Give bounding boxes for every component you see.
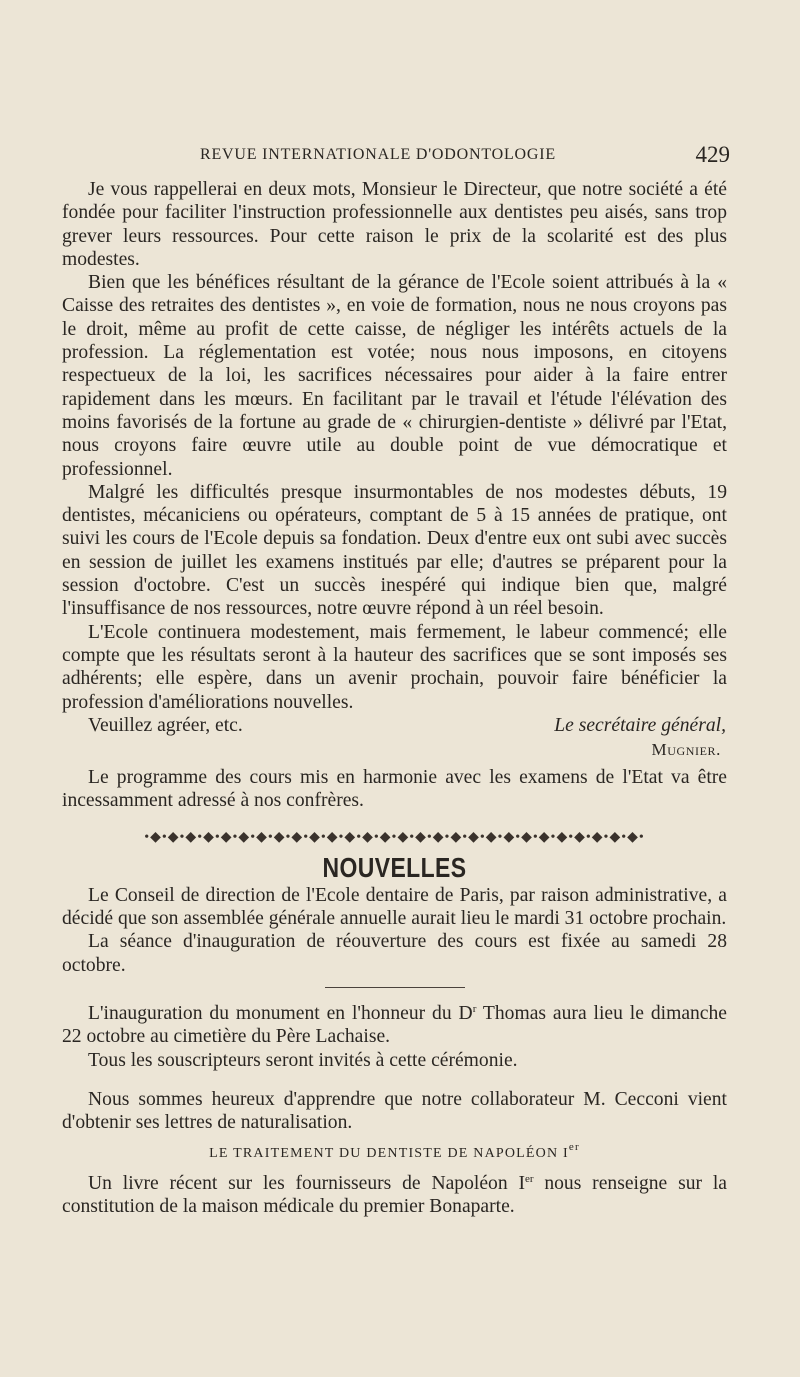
news-paragraph: Nous sommes heureux d'apprendre que notre collaborateur M. Cecconi vient d'obtenir ses lettres de naturalisation. [62,1088,727,1134]
news-paragraph: Tous les souscripteurs seront invités à cette cérémonie. [88,1049,518,1071]
letter-paragraph: Je vous rappellerai en deux mots, Monsieur le Directeur, que notre société a été fondée pour faciliter l'instruction professionnelle aux dentistes peu aisés, sans trop grever leurs ressources. Pour cette raison le prix de la scolarité est des plus modestes. [62,179,727,270]
page-header [200,142,730,170]
text-run: Un livre récent sur les fournisseurs de Napoléon I [88,1172,525,1194]
page-number: 429 [695,142,730,167]
salutation: Veuillez agréer, etc. [88,714,243,736]
ornamental-divider: •◆•◆•◆•◆•◆•◆•◆•◆•◆•◆•◆•◆•◆•◆•◆•◆•◆•◆•◆•◆•◆•◆•◆•◆•◆•◆•◆•◆• [144,830,645,845]
letter-paragraph: Bien que les bénéfices résultant de la gérance de l'Ecole soient attribués à la « Caisse des retraites des dentistes », en voie de formation, nous ne nous croyons pas le droit, même au profit de cette caisse, de négliger les intérêts actuels de la profession. La réglementation est votée; nous nous imposons, en citoyens respectueux de la loi, les sacrifices nécessaires pour aider à la faire entrer rapidement dans les mœurs. En facilitant par le travail et l'étude l'élévation des moins favorisés de la fortune au grade de « chirurgien-dentiste » délivré par l'Etat, nous croyons faire œuvre utile au double point de vue démocratique et professionnel. [62,272,727,480]
body-text [62,178,727,1218]
postscript: Le programme des cours mis en harmonie avec les examens de l'Etat va être incessamment adressé à nos confrères. [62,766,727,812]
news-paragraph: Le Conseil de direction de l'Ecole dentaire de Paris, par raison administrative, a décidé que son assemblée générale annuelle aurait lieu le mardi 31 octobre prochain. [62,884,727,930]
subheading [62,1142,727,1165]
separator-rule [325,987,465,988]
text-run: LE TRAITEMENT DU DENTISTE DE NAPOLÉON I [209,1146,569,1162]
signature-name: Mugnier. [651,739,721,759]
superscript: r [472,1002,477,1015]
spacer [62,1072,727,1088]
news-paragraph [62,1172,727,1219]
superscript: er [524,1172,534,1185]
news-paragraph: La séance d'inauguration de réouverture des cours est fixée au samedi 28 octobre. [62,931,727,976]
text-run: L'inauguration du monument en l'honneur du D [88,1002,473,1024]
running-head: REVUE INTERNATIONALE D'ODONTOLOGIE [200,146,556,163]
text-run: Thomas aura lieu le dimanche 22 octobre au cimetière du Père Lachaise. [62,1002,727,1048]
text-run: nous renseigne sur la constitution de la maison médicale du premier Bonaparte. [62,1172,727,1217]
superscript: er [568,1141,580,1154]
letter-paragraph: L'Ecole continuera modestement, mais fermement, le labeur commencé; elle compte que les résultats seront à la hauteur des sacrifices que se sont imposés ses adhérents; elle espère, dans un avenir prochain, pouvoir faire bénéficier la profession d'améliorations nouvelles. [62,621,727,713]
signature-title: Le secrétaire général, [554,714,726,736]
letter-closing [62,714,727,760]
news-paragraph [62,1002,727,1049]
section-title: NOUVELLES [322,852,467,884]
letter-paragraph: Malgré les difficultés presque insurmontables de nos modestes débuts, 19 dentistes, mécaniciens ou opérateurs, comptant de 5 à 15 années de pratique, ont suivi les cours de l'Ecole depuis sa fondation. Deux d'entre eux ont subi avec succès en session de juillet les examens institués par elle; d'autres se préparent pour la session d'octobre. C'est un succès inespéré qui indique bien que, malgré l'insuffisance de nos ressources, notre œuvre répond à un réel besoin. [62,481,727,620]
